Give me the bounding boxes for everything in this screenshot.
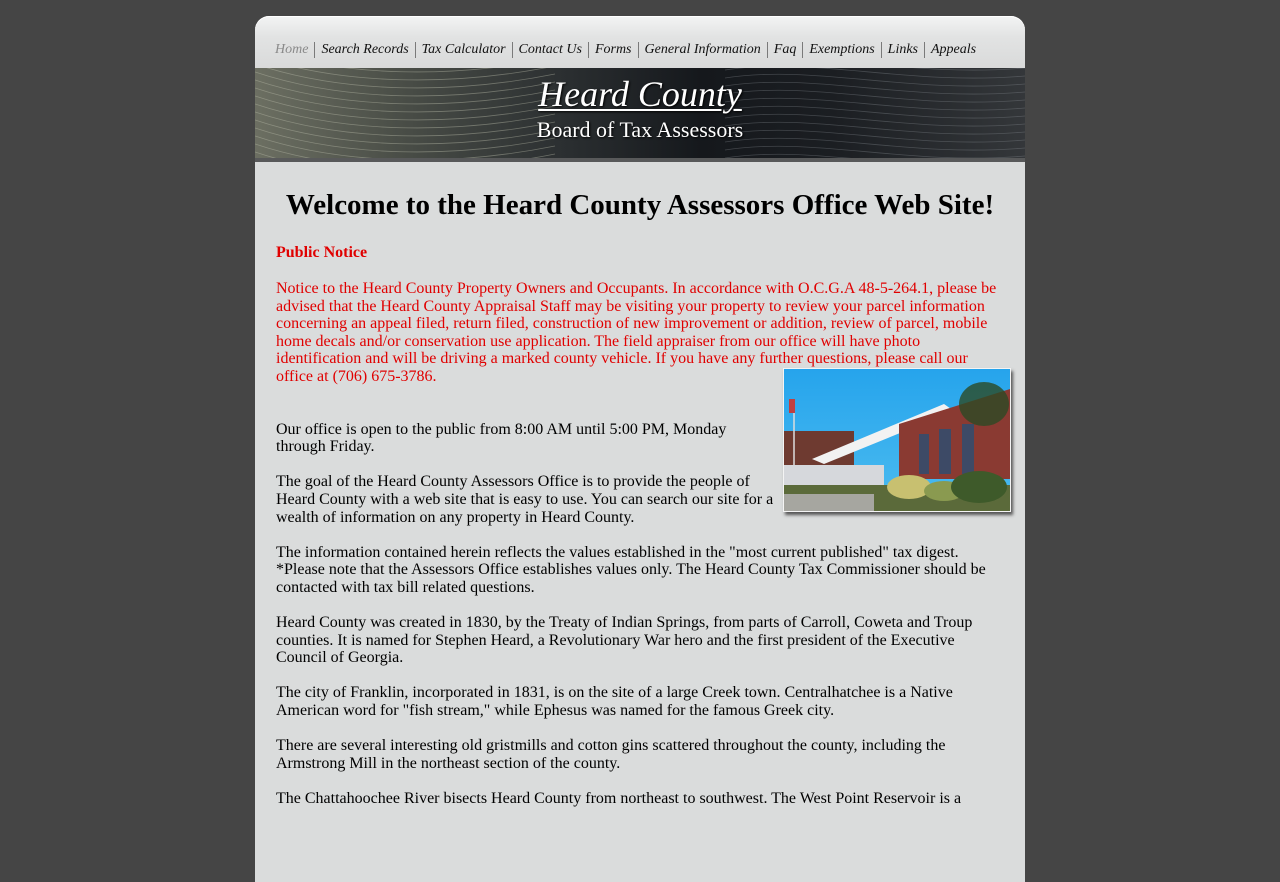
franklin-text: The city of Franklin, incorporated in 1831, is on the site of a large Creek town. Centralhatchee is a Native American word for "fish stream," while Ephesus was named for the famous Greek city. <box>276 684 953 720</box>
site-title: Heard County <box>538 74 742 114</box>
office-building-photo <box>783 368 1011 512</box>
nav-general-information[interactable]: General Information <box>644 42 761 57</box>
main-content <box>255 162 1025 882</box>
header-banner <box>255 68 1025 158</box>
office-hours-text: Our office is open to the public from 8:00 AM until 5:00 PM, Monday through Friday. <box>276 420 727 456</box>
nav-tax-calculator[interactable]: Tax Calculator <box>421 42 506 57</box>
gristmills-text: There are several interesting old gristmills and cotton gins scattered throughout the county, including the Armstrong Mill in the northeast section of the county. <box>276 737 946 772</box>
nav-contact-us[interactable]: Contact Us <box>518 42 582 57</box>
nav-home[interactable]: Home <box>275 42 309 57</box>
site-goal-text: The goal of the Heard County Assessors Office is to provide the people of Heard County with a web site that is easy to use. You can search our site for a wealth of information on any property in Heard County. <box>276 473 774 526</box>
public-notice-title: Public Notice <box>276 244 368 261</box>
county-history-text: Heard County was created in 1830, by the Treaty of Indian Springs, from parts of Carroll, Coweta and Troup counties. It is named for Stephen Heard, a Revolutionary War hero and the first president of the Executive Council of Georgia. <box>276 614 973 667</box>
tax-digest-text: The information contained herein reflects the values established in the "most current published" tax digest. *Please note that the Assessors Office establishes values only. The Heard County Tax Commissioner should be contacted with tax bill related questions. <box>276 543 986 596</box>
page-container <box>255 16 1025 816</box>
nav-links[interactable]: Links <box>887 42 918 57</box>
nav-forms[interactable]: Forms <box>594 42 632 57</box>
site-subtitle: Board of Tax Assessors <box>536 117 744 142</box>
public-notice-text: Notice to the Heard County Property Owners and Occupants. In accordance with O.C.G.A 48-5-264.1, please be advised that the Heard County Appraisal Staff may be visiting your property to review your parcel information concerning an appeal filed, return filed, construction of new improvement or addition, review of parcel, mobile home decals and/or conservation use application. The field appraiser from our office will have photo identification and will be driving a marked county vehicle. If you have any further questions, please call our office at (706) 675-3786. <box>276 280 997 385</box>
nav-exemptions[interactable]: Exemptions <box>809 42 875 57</box>
top-navigation <box>255 16 1025 68</box>
nav-appeals[interactable]: Appeals <box>931 42 977 57</box>
nav-faq[interactable]: Faq <box>773 42 797 57</box>
building-image <box>784 369 1010 511</box>
page-title: Welcome to the Heard County Assessors Office Web Site! <box>285 189 995 221</box>
chattahoochee-text: The Chattahoochee River bisects Heard County from northeast to southwest. The West Point Reservoir is a <box>276 790 962 808</box>
nav-search-records[interactable]: Search Records <box>321 42 409 57</box>
nav-items <box>275 42 982 58</box>
